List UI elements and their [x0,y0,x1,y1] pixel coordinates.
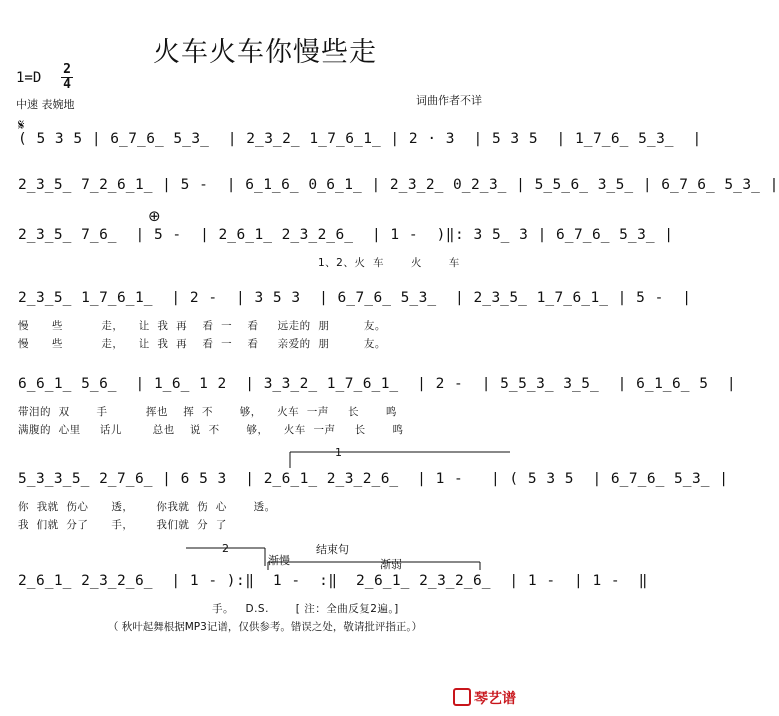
volta-1-label: 1 [335,446,342,459]
marking-jianruo: 渐弱 [380,558,402,571]
time-signature-top: 2 [63,62,71,77]
lyric-row-verse2a: 带泪的 双 手 挥也 挥 不 够， 火车 一声 长 鸣 [18,406,397,418]
notation-row-2: 2̲3̲5̲ 7̲2̲6̲1̲ | 5 - | 6̲1̲6̲ 0̲6̲1̲ | 2̲3̲2̲ 0̲2̲3̲ | 5̲5̲6̲ 3̲5̲ | 6̲7̲6̲ 5̲3̲ | [18,177,779,193]
coda-icon: ⊕ [148,207,161,225]
notation-row-4: 2̲3̲5̲ 1̲7̲6̲1̲ | 2 - | 3 5 3 | 6̲7̲6̲ 5̲3̲ | 2̲3̲5̲ 1̲7̲6̲1̲ | 5 - | [18,290,692,306]
segno-icon: 𝄋 [18,116,25,134]
page-title: 火车火车你慢些走 [153,37,377,68]
lyric-row-verse1b: 慢 些 走， 让 我 再 看 一 看 亲爱的 朋 友。 [18,338,386,350]
lyric-row-verse3b: 我 们就 分了 手， 我们就 分 了 [18,519,227,531]
lyric-row-verse3a: 你 我就 伤心 透， 你我就 伤 心 透。 [18,501,276,513]
volta-2-label: 2 [222,542,229,555]
credit-text: 词曲作者不详 [416,94,482,107]
notation-row-1: ( 5 3 5 | 6̲7̲6̲ 5̲3̲ | 2̲3̲2̲ 1̲7̲6̲1̲ | 2 · 3 | 5 3 5 | 1̲7̲6̲ 5̲3̲ | [18,131,702,147]
marking-jianman: 渐慢 [268,554,290,567]
notation-row-7: 2̲6̲1̲ 2̲3̲2̲6̲ | 1 - ):‖ 1 - :‖ 2̲6̲1̲ 2̲3̲2̲6̲ | 1 - | 1 - ‖ [18,573,648,589]
footer-note: （ 秋叶起舞根据MP3记谱，仅供参考。错误之处，敬请批评指正。） [107,621,423,633]
logo-icon [453,688,471,706]
key-signature: 1=D [16,70,42,86]
lyric-row-verse2b: 满腹的 心里 话儿 总也 说 不 够， 火车 一声 长 鸣 [18,424,404,436]
logo-text: 琴艺谱 [474,691,516,707]
lyric-row-verse1a: 慢 些 走， 让 我 再 看 一 看 远走的 朋 友。 [18,320,386,332]
time-signature [60,64,74,91]
notation-row-5: 6̲6̲1̲ 5̲6̲ | 1̲6̲ 1 2 | 3̲3̲2̲ 1̲7̲6̲1̲ | 2 - | 5̲5̲3̲ 3̲5̲ | 6̲1̲6̲ 5 | [18,376,737,392]
marking-ending: 结束句 [316,543,349,556]
lyric-row-final: 手。 D.S. [ 注：全曲反复2遍。] [212,603,399,615]
lyric-row-intro: 1、2、火 车 火 车 [318,257,460,269]
tempo-marking: 中速 表婉地 [16,98,75,111]
notation-row-3: 2̲3̲5̲ 7̲6̲ | 5 - | 2̲6̲1̲ 2̲3̲2̲6̲ | 1 - )‖: 3 5̲ 3 | 6̲7̲6̲ 5̲3̲ | [18,227,674,243]
site-logo [453,688,516,708]
time-signature-bottom: 4 [63,77,71,92]
notation-row-6: 5̲3̲3̲5̲ 2̲7̲6̲ | 6 5 3 | 2̲6̲1̲ 2̲3̲2̲6̲ | 1 - | ( 5 3 5 | 6̲7̲6̲ 5̲3̲ | [18,471,729,487]
